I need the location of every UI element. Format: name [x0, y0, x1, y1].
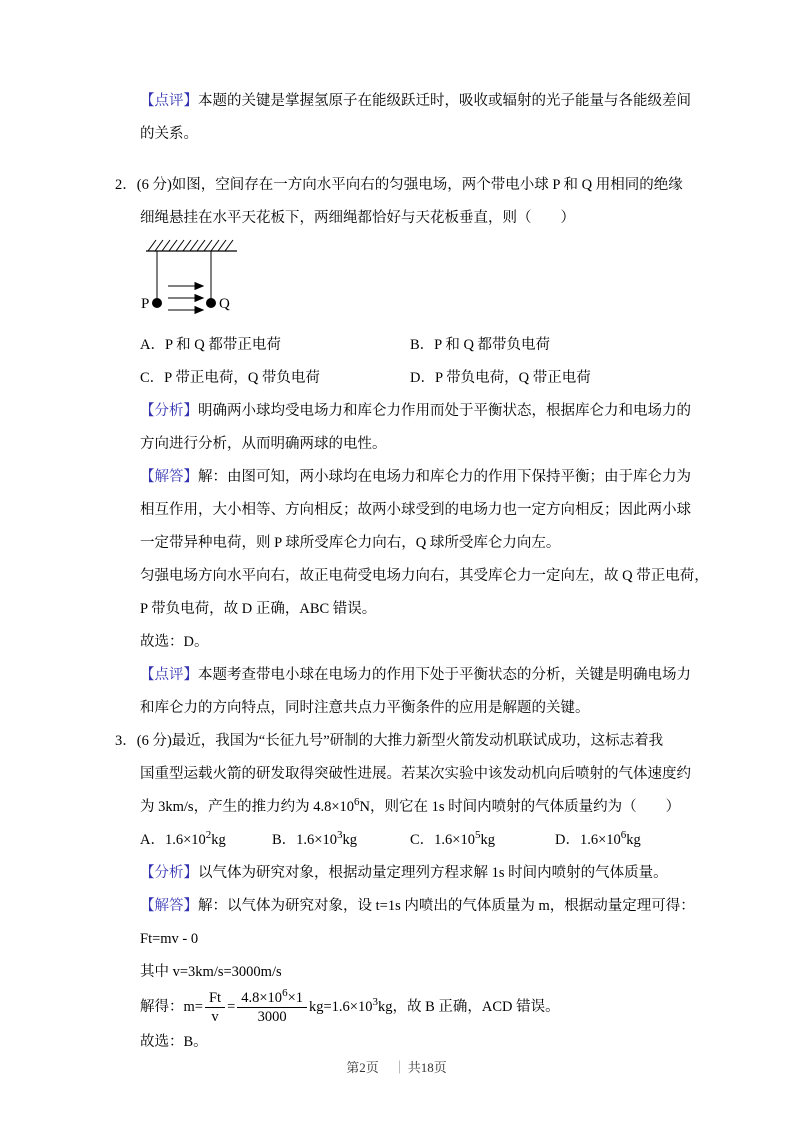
q2-stem-line-1 — [115, 169, 700, 202]
q2-figure — [140, 239, 700, 327]
q3-option-c-base: C．1.6×10 — [410, 832, 475, 848]
q3-solution-line-3 — [140, 956, 700, 989]
q3-solution-velocity: 其中 v=3km/s=3000m/s — [140, 964, 282, 980]
q2-option-d: D．P 带负电荷，Q 带正电荷 — [410, 370, 591, 386]
document-body — [115, 85, 709, 1059]
q3-analysis-line — [140, 857, 700, 890]
q3-stem-line-2 — [140, 758, 700, 791]
q3-option-a — [140, 824, 272, 857]
q2-solution-text-4: 匀强电场方向水平向右，故正电荷受电场力向右，其受库仑力一定向左，故 Q 带正电荷， — [140, 568, 709, 584]
q2-option-b: B．P 和 Q 都带负电荷 — [410, 337, 551, 353]
prev-review-line-2 — [140, 118, 700, 151]
ball-p — [152, 298, 162, 308]
q3-options-row — [140, 824, 700, 857]
q2-options-row-1 — [140, 329, 700, 362]
q3-solution-equation: Ft=mv - 0 — [140, 931, 199, 947]
q3-stem-text-3b: N，则它在 1s 时间内喷射的气体质量约为（ ） — [359, 799, 681, 815]
q2-review-text-1: 本题考查带电小球在电场力的作用下处于平衡状态的分析，关键是明确电场力 — [198, 667, 691, 683]
q3-option-c — [410, 824, 555, 857]
q2-figure-svg — [140, 239, 270, 327]
fraction-numerator: Ft — [205, 989, 225, 1008]
fraction-ft-over-v — [205, 989, 225, 1026]
q3-option-d-base: D．1.6×10 — [555, 832, 621, 848]
footer-total-pages: 共18页 — [407, 1060, 447, 1075]
q3-solve-result-base: kg=1.6×10 — [309, 998, 373, 1015]
q2-analysis-line-2 — [140, 428, 700, 461]
prev-review-text-2: 的关系。 — [140, 126, 198, 142]
q3-solve-pre: 解得：m= — [140, 998, 203, 1015]
q2-analysis-text-2: 方向进行分析，从而明确两球的电性。 — [140, 436, 387, 452]
q3-stem-text-3a: 为 3km/s，产生的推力约为 4.8×10 — [140, 799, 355, 815]
q3-option-a-unit: kg — [211, 832, 226, 848]
q3-stem-line-1 — [115, 725, 700, 758]
page-footer — [0, 1056, 793, 1080]
prev-review-line-1 — [140, 85, 700, 118]
q2-review-line-2 — [140, 692, 700, 725]
numeric-base: 4.8×10 — [241, 990, 283, 1006]
q3-solve-equals: = — [227, 998, 236, 1015]
q2-answer-text: 故选：D。 — [140, 634, 209, 650]
field-arrows — [168, 283, 203, 314]
footer-page-number: 第2页 — [346, 1060, 379, 1075]
fraction-numeric — [237, 989, 307, 1026]
q3-solution-line-2 — [140, 923, 700, 956]
q3-option-b-base: B．1.6×10 — [272, 832, 337, 848]
q2-solution-line-3 — [140, 527, 700, 560]
q2-review-line-1 — [140, 659, 700, 692]
solution-tag: 【解答】 — [140, 898, 198, 914]
q2-solution-line-4 — [140, 560, 709, 593]
q3-option-d-exp: 6 — [620, 829, 627, 842]
q2-solution-line-1 — [140, 461, 700, 494]
prev-review-text-1: 本题的关键是掌握氢原子在能级跃迁时，吸收或辐射的光子能量与各能级差间 — [198, 93, 691, 109]
q3-stem-text-2: 国重型运载火箭的研发取得突破性进展。若某次实验中该发动机向后喷射的气体速度约 — [140, 766, 691, 782]
q3-analysis-text: 以气体为研究对象，根据动量定理列方程求解 1s 时间内喷射的气体质量。 — [198, 865, 668, 881]
q2-solution-text-3: 一定带异种电荷，则 P 球所受库仑力向右，Q 球所受库仑力向左。 — [140, 535, 561, 551]
q3-answer — [140, 1026, 700, 1059]
q3-option-d-unit: kg — [626, 832, 641, 848]
q3-option-d — [555, 824, 641, 857]
ball-p-label: P — [141, 296, 150, 312]
q3-option-a-exp: 2 — [205, 829, 212, 842]
q2-stem-line-2 — [140, 202, 700, 235]
analysis-tag: 【分析】 — [140, 403, 198, 419]
q3-solve-result-end: kg，故 B 正确，ACD 错误。 — [377, 998, 560, 1015]
q2-analysis-line-1 — [140, 395, 700, 428]
q2-analysis-text-1: 明确两小球均受电场力和库仑力作用而处于平衡状态，根据库仑力和电场力的 — [198, 403, 691, 419]
q2-solution-line-2 — [140, 494, 700, 527]
q2-options-row-2 — [140, 362, 700, 395]
q2-solution-line-5 — [140, 593, 700, 626]
q3-stem-exponent: 6 — [354, 796, 360, 809]
q2-stem-text-2: 细绳悬挂在水平天花板下，两细绳都恰好与天花板垂直，则（ ） — [140, 210, 575, 226]
q3-option-c-exp: 5 — [474, 829, 481, 842]
ball-q — [206, 298, 216, 308]
q3-option-b-unit: kg — [342, 832, 357, 848]
q2-solution-text-1: 解：由图可知，两小球均在电场力和库仑力的作用下保持平衡；由于库仑力为 — [198, 469, 691, 485]
q2-stem-text-1: 2．(6 分)如图，空间存在一方向水平向右的匀强电场，两个带电小球 P 和 Q 用相同的绝缘 — [115, 177, 683, 193]
review-tag: 【点评】 — [140, 667, 198, 683]
numeric-mult: ×1 — [287, 990, 303, 1006]
q2-option-c: C．P 带正电荷，Q 带负电荷 — [140, 370, 320, 386]
analysis-tag: 【分析】 — [140, 865, 198, 881]
q2-option-a: A．P 和 Q 都带正电荷 — [140, 337, 281, 353]
q3-option-b-exp: 3 — [336, 829, 343, 842]
q3-stem-text-1: 3．(6 分)最近，我国为“长征九号”研制的大推力新型火箭发动机联试成功，这标志着我 — [115, 733, 664, 749]
review-tag: 【点评】 — [140, 93, 198, 109]
q3-answer-text: 故选：B。 — [140, 1034, 208, 1051]
q3-solution-line-1 — [140, 890, 700, 923]
fraction-denominator: v — [211, 1009, 219, 1026]
footer-separator: ｜ — [392, 1060, 406, 1075]
ball-q-label: Q — [219, 296, 230, 312]
q3-option-b — [272, 824, 410, 857]
fraction-numerator — [237, 989, 307, 1008]
numeric-exp: 6 — [282, 987, 288, 1000]
q3-solve-result-exp: 3 — [372, 996, 378, 1009]
q3-option-c-unit: kg — [480, 832, 495, 848]
q2-review-text-2: 和库仑力的方向特点，同时注意共点力平衡条件的应用是解题的关键。 — [140, 700, 590, 716]
q2-solution-text-2: 相互作用，大小相等、方向相反；故两小球受到的电场力也一定方向相反；因此两小球 — [140, 502, 691, 518]
q3-option-a-base: A．1.6×10 — [140, 832, 206, 848]
q2-answer — [140, 626, 700, 659]
solution-tag: 【解答】 — [140, 469, 198, 485]
q3-solve-line — [140, 989, 700, 1026]
q3-stem-line-3 — [140, 791, 700, 824]
q2-solution-text-5: P 带负电荷，故 D 正确，ABC 错误。 — [140, 601, 377, 617]
q3-solution-text-1: 解：以气体为研究对象，设 t=1s 内喷出的气体质量为 m，根据动量定理可得： — [198, 898, 695, 914]
fraction-denominator: 3000 — [257, 1009, 287, 1026]
ceiling-hatch — [148, 240, 233, 251]
